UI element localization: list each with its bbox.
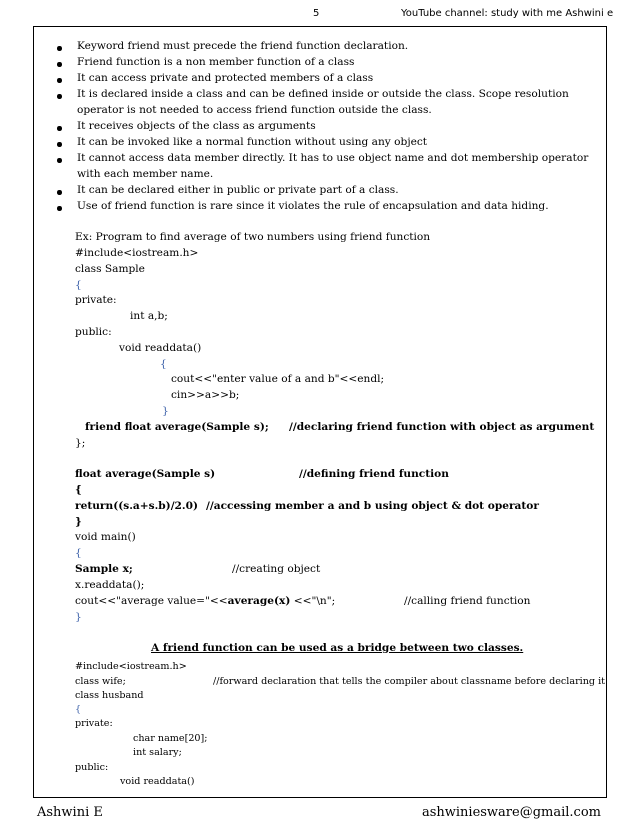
code-line: cin>>a>>b; [171,389,240,401]
section-heading: A friend function can be used as a bridge between two classes. [151,642,524,654]
example-title: Ex: Program to find average of two numbers using friend function [75,231,431,243]
code-line: class Sample [75,263,145,275]
code-line: { [160,358,167,370]
code-line: cout<<"enter value of a and b"<<endl; [171,373,385,385]
code-line: class husband [75,690,144,701]
bullet-text: operator is not needed to access friend function outside the class. [77,104,432,116]
code-line: float average(Sample s) [75,468,216,480]
code-line [75,595,335,607]
code-line: int salary; [133,747,182,758]
code-line: #include<iostream.h> [75,247,199,259]
code-line: private: [75,718,113,729]
code-text: average(x) [227,595,291,607]
bullet-text: It can be declared either in public or private part of a class. [77,184,399,196]
bullet-icon [57,126,62,131]
code-comment: //accessing member a and b using object & dot operator [206,500,539,512]
code-text: <<"\n"; [290,595,336,607]
code-line: public: [75,326,112,338]
bullet-text: Use of friend function is rare since it violates the rule of encapsulation and data hiding. [77,200,549,212]
code-line: friend float average(Sample s); [85,421,269,433]
code-line: } [75,516,82,528]
bullet-text: It can access private and protected members of a class [77,72,374,84]
code-line: { [75,484,82,496]
code-line: int a,b; [130,310,168,322]
bullet-text: with each member name. [77,168,214,180]
bullet-icon [57,142,62,147]
code-line: void main() [75,531,136,543]
code-line: void readdata() [120,776,195,787]
code-comment: //forward declaration that tells the compiler about classname before declaring it [213,676,606,687]
bullet-text: It cannot access data member directly. It has to use object name and dot membership operator [77,152,589,164]
code-comment: //defining friend function [299,468,449,480]
code-comment: //calling friend function [404,595,531,607]
code-line: char name[20]; [133,733,208,744]
code-line: { [75,704,82,715]
code-line: class wife; [75,676,126,687]
bullet-text: It is declared inside a class and can be defined inside or outside the class. Scope resolution [77,88,569,100]
bullet-text: It can be invoked like a normal function without using any object [77,136,428,148]
bullet-icon [57,206,62,211]
code-line: #include<iostream.h> [75,661,187,672]
code-line: void readdata() [119,342,202,354]
code-line: { [75,279,82,291]
code-line: { [75,547,82,559]
bullet-icon [57,78,62,83]
code-text: cout<<"average value="<< [75,595,228,607]
bullet-icon [57,46,62,51]
code-line: return((s.a+s.b)/2.0) [75,500,199,512]
code-comment: //creating object [232,563,321,575]
code-line: x.readdata(); [75,579,145,591]
bullet-icon [57,94,62,99]
bullet-icon [57,190,62,195]
code-line: } [162,405,169,417]
code-comment: //declaring friend function with object as argument [289,421,595,433]
code-line: } [75,611,82,623]
code-line: Sample x; [75,563,133,575]
channel-name: YouTube channel: study with me Ashwini e [401,8,614,19]
bullet-icon [57,62,62,67]
footer-email: ashwiniesware@gmail.com [421,805,601,820]
code-line: public: [75,762,109,773]
code-line: }; [75,437,86,449]
footer-author: Ashwini E [37,805,103,820]
code-line: private: [75,294,117,306]
bullet-text: Friend function is a non member function of a class [77,56,355,68]
bullet-text: Keyword friend must precede the friend function declaration. [77,40,409,52]
page-number: 5 [313,8,320,19]
bullet-text: It receives objects of the class as arguments [77,120,316,132]
bullet-icon [57,158,62,163]
